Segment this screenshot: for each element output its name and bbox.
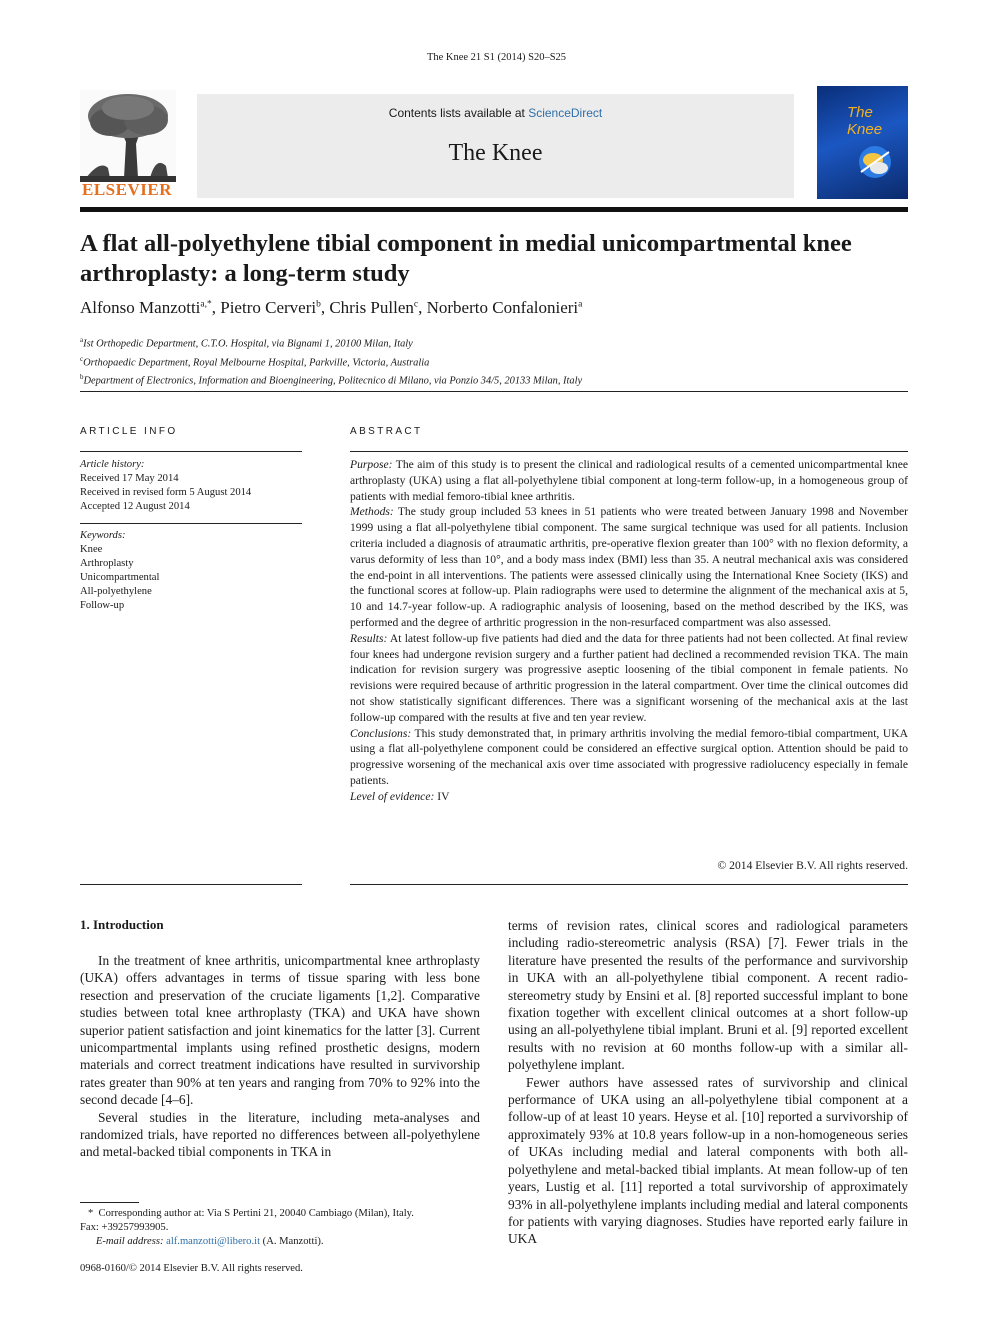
journal-name: The Knee	[448, 140, 543, 166]
footnote-rule	[80, 1202, 139, 1203]
affiliation-a: $^a$Ist Orthopedic Department, C.T.O. Hospital, via Bignami 1, 20100 Milan, Italy	[80, 336, 413, 350]
body-paragraph: Several studies in the literature, including meta-analyses and randomized trials, have reported no differences between all-polyethylene and metal-backed tibial components in TKA in	[80, 1109, 480, 1160]
keyword[interactable]: Arthroplasty	[80, 558, 134, 569]
contents-line	[197, 106, 794, 120]
article-info-heading: ARTICLE INFO	[80, 426, 178, 437]
abstract-methods: Methods: The study group included 53 knees in 51 patients who were treated between January 1998 and November 1999 using a flat all-polyethylene tibial component. The same surgical technique was used for all patients. Inclusion criteria included a diagnosis of atraumatic arthritis, pre-operative flexion greater than 100° with no flexion deformity, a varus deformity of less than 10°, and a body mass index (BMI) less than 35. A neutral mechanical axis was considered the end-point in all interventions. The patients were assessed clinically using the International Knee Society (IKS) and the functional scores at follow-up. Plain radiographs were used to determine the alignment of the mechanical axis at 5, 10 and 14.7-year follow-up. A radiographic analysis of loosening, based on the method described by the IKS, was performed and the degree of arthritic progression in the non-resurfaced compartment was also assessed.	[350, 505, 908, 629]
abstract-copyright: © 2014 Elsevier B.V. All rights reserved.	[717, 859, 908, 872]
abstract-purpose: Purpose: The aim of this study is to present the clinical and radiological results of a cemented unicompartmental knee arthroplasty (UKA) using a flat all-polyethylene tibial component at long-term follow-up, in a homogeneous group of patients with medial femoro-tibial knee arthritis.	[350, 458, 908, 503]
keywords	[80, 529, 302, 613]
affiliation-b: $^b$Department of Electronics, Information and Bioengineering, Politecnico di Milano, via Ponzio 34/5, 20133 Milan, Italy	[80, 373, 583, 387]
author-4[interactable]: Norberto Confalonieri$^a$	[426, 298, 583, 317]
keyword[interactable]: Follow-up	[80, 600, 125, 611]
publisher-wordmark: ELSEVIER	[82, 180, 172, 199]
corresponding-author-footnote	[80, 1207, 480, 1250]
history-received: Received 17 May 2014	[80, 473, 179, 484]
abstract-level-of-evidence: Level of evidence: IV	[350, 789, 450, 803]
journal-header	[80, 84, 908, 200]
abstract-conclusions: Conclusions: This study demonstrated that, in primary arthritis involving the medial femoro-tibial compartment, UKA using a flat all-polyethylene component could be considered an effective surgical option. Attention should be paid to progressive worsening of the mechanical axis over time associated with progressive radiolucency especially in female patients.	[350, 726, 908, 787]
abstract-heading: ABSTRACT	[350, 426, 423, 437]
cover-title: The Knee	[847, 104, 883, 138]
abstract-results: Results: At latest follow-up five patients had died and the data for three patients had not been collected. At final review four knees had undergone revision surgery and a further patient had declined a recommended revision TKA. The main indication for revision surgery was progressive aseptic loosening of the tibial component in female patients. No revisions were required because of arthritic progression in the lateral compartment. Over time the clinical outcomes did not show statistically significant differences. There was a significant worsening of the mechanical axis at the last follow-up compared with the results at five and ten year review.	[350, 631, 908, 724]
body-column-left	[80, 952, 480, 1161]
knee-cover-icon	[853, 142, 897, 184]
affiliations	[80, 333, 908, 389]
author-2[interactable]: Pietro Cerveri$^b$	[220, 298, 321, 317]
journal-cover[interactable]	[817, 86, 908, 199]
author-1[interactable]: Alfonso Manzotti$^{a,*}$	[80, 298, 212, 317]
abstract-bottom-rule	[350, 884, 908, 885]
elsevier-logo	[80, 90, 176, 200]
article-history	[80, 458, 302, 514]
body-column-right	[508, 917, 908, 1248]
email-link[interactable]: alf.manzotti@libero.it	[166, 1236, 261, 1248]
header-rule	[80, 207, 908, 212]
journal-banner	[197, 94, 794, 198]
section-heading-introduction: 1. Introduction	[80, 917, 164, 932]
history-revised: Received in revised form 5 August 2014	[80, 487, 252, 498]
body-paragraph: In the treatment of knee arthritis, unicompartmental knee arthroplasty (UKA) offers advantages in terms of tissue sparing with less bone resection and preservation of the cruciate ligaments [1,2]. Comparative studies between total knee arthroplasty (TKA) and UKA have shown superior patient satisfaction and joint kinematics for the latter [3]. Current unicompartmental implants using refined prosthetic designs, modern materials and correct treatment indications have resulted in survivorship rates greater than 90% at ten years and ranging from 70% to 92% into the second decade [4–6].	[80, 953, 480, 1108]
article-info-bottom-rule	[80, 884, 302, 885]
footnote-address: * Corresponding author at: Via S Pertini 21, 20040 Cambiago (Milan), Italy.	[80, 1208, 414, 1219]
body-paragraph: Fewer authors have assessed rates of survivorship and clinical performance of UKA using an all-polyethylene tibial component at a follow-up of at least 10 years. Heyse et al. [10] reported a survivorship of approximately 93% at 10.8 years follow-up in a non-homogeneous series of UKAs including medial and lateral components with both all-polyethylene and metal-backed tibial implants. At mean follow-up of ten years, Lustig et al. [11] reported a total survivorship of approximately 93% in all-polyethylene implants including medial and lateral components for patients with varying diagnoses. Studies have reported early failure in UKA	[508, 1074, 908, 1247]
contents-prefix: Contents lists available at	[388, 106, 529, 120]
affiliation-c: $^c$Orthopaedic Department, Royal Melbourne Hospital, Parkville, Victoria, Australia	[80, 354, 430, 369]
keyword[interactable]: Knee	[80, 544, 103, 555]
keyword[interactable]: All-polyethylene	[80, 586, 152, 597]
keywords-rule	[80, 523, 302, 524]
elsevier-tree-icon	[80, 90, 176, 182]
sciencedirect-link[interactable]: ScienceDirect	[528, 106, 603, 120]
affiliations-divider	[80, 391, 908, 392]
abstract-body	[350, 457, 908, 805]
issn-line: 0968-0160/© 2014 Elsevier B.V. All rights reserved.	[80, 1263, 303, 1274]
history-accepted: Accepted 12 August 2014	[80, 501, 190, 512]
keywords-label: Keywords:	[80, 530, 126, 541]
footnote-fax: Fax: +39257993905.	[80, 1222, 169, 1234]
footnote-email: E-mail address: alf.manzotti@libero.it (A. Manzotti).	[95, 1236, 324, 1248]
journal-reference: The Knee 21 S1 (2014) S20–S25	[426, 52, 567, 63]
author-list: Alfonso Manzotti$^{a,*}$, Pietro Cerveri$^b$, Chris Pullen$^c$, Norberto Confalonieri$^a$	[80, 298, 583, 317]
history-label: Article history:	[80, 459, 145, 470]
article-title: A flat all-polyethylene tibial component in medial unicompartmental knee arthroplasty: a long-term study	[80, 230, 852, 287]
body-paragraph: terms of revision rates, clinical scores and radiological parameters including radio-stereometric analysis (RSA) [7]. Fewer trials in the literature have presented the results of the performance and survivorship in UKA with an all-polyethylene tibial component. A recent radio-stereometry study by Ensini et al. [8] reported successful implant to bone fixation together with excellent clinical outcomes at a short follow-up using an all-polyethylene tibial implant. Bruni et al. [9] reported excellent results with no revision at 60 months follow-up with a similar all-polyethylene implant.	[508, 918, 908, 1073]
keyword[interactable]: Unicompartmental	[80, 572, 160, 583]
abstract-rule	[350, 451, 908, 452]
author-3[interactable]: Chris Pullen$^c$	[329, 298, 419, 317]
article-info-rule	[80, 451, 302, 452]
